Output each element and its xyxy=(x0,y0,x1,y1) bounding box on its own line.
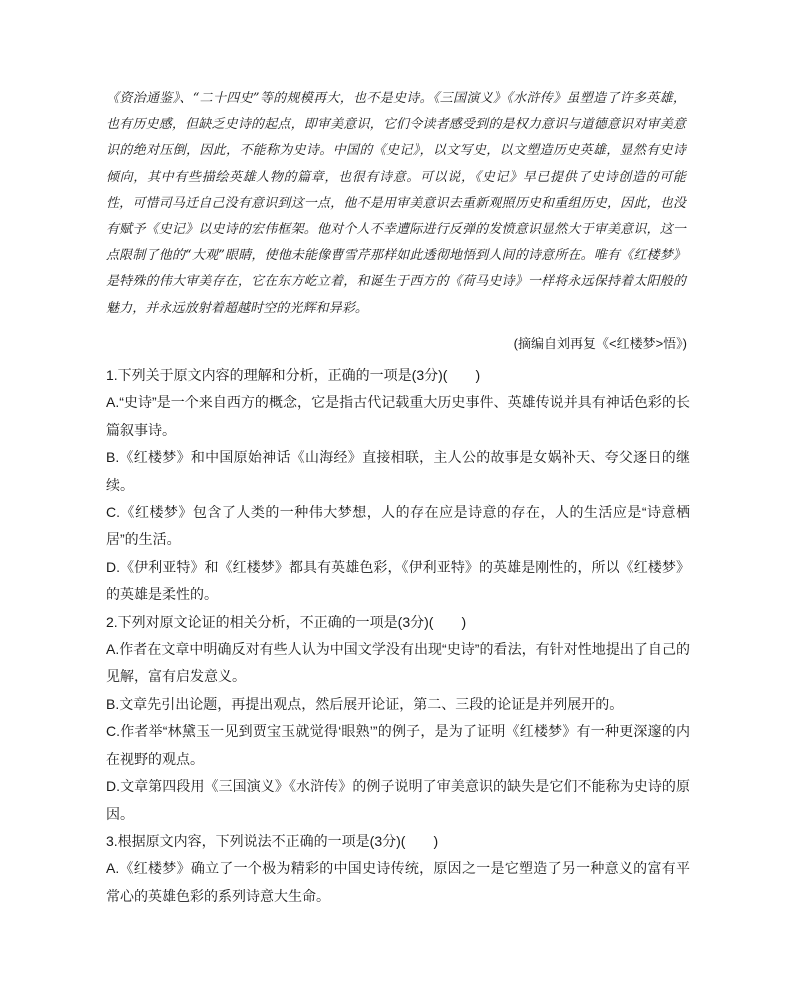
passage-paragraph: 《资治通鉴》、“二十四史”等的规模再大，也不是史诗。《三国演义》《水浒传》虽塑造了许多英雄，也有历史感，但缺乏史诗的起点，即审美意识，它们令读者感受到的是权力意识与道德意识对审美意识的绝对压倒，因此，不能称为史诗。中国的《史记》，以文写史，以文塑造历史英雄，显然有史诗倾向，其中有些描绘英雄人物的篇章，也很有诗意。可以说，《史记》早已提供了史诗创造的可能性，可惜司马迁自己没有意识到这一点，他不是用审美意识去重新观照历史和重组历史，因此，也没有赋予《史记》以史诗的宏伟框架。他对个人不幸遭际进行反弹的发愤意识显然大于审美意识，这一点限制了他的“大观”眼睛，使他未能像曹雪芹那样如此透彻地悟到人间的诗意所在。唯有《红楼梦》是特殊的伟大审美存在，它在东方屹立着，和诞生于西方的《荷马史诗》一样将永远保持着太阳般的魅力，并永远放射着超越时空的光辉和异彩。 xyxy=(106,91,686,316)
question-2 xyxy=(106,609,690,828)
option-d: D.文章第四段用《三国演义》《水浒传》的例子说明了审美意识的缺失是它们不能称为史诗的原因。 xyxy=(106,778,690,822)
question-list xyxy=(106,362,690,910)
option-a: A.作者在文章中明确反对有些人认为中国文学没有出现“史诗”的看法，有针对性地提出了自己的见解，富有启发意义。 xyxy=(106,641,690,685)
question-1 xyxy=(106,362,690,609)
passage-source: (摘编自刘再复《<红楼梦>悟》) xyxy=(513,336,687,351)
option-c: C.《红楼梦》包含了人类的一种伟大梦想，人的存在应是诗意的存在，人的生活应是“诗意栖居”的生活。 xyxy=(106,504,690,548)
question-stem: 2.下列对原文论证的相关分析，不正确的一项是(3分)( ) xyxy=(106,613,467,630)
option-b: B.文章先引出论题，再提出观点，然后展开论证，第二、三段的论证是并列展开的。 xyxy=(106,695,624,712)
question-stem: 3.根据原文内容，下列说法不正确的一项是(3分)( ) xyxy=(106,832,439,849)
reading-passage xyxy=(106,86,686,322)
question-stem: 1.下列关于原文内容的理解和分析，正确的一项是(3分)( ) xyxy=(106,367,481,383)
option-b: B.《红楼梦》和中国原始神话《山海经》直接相联，主人公的故事是女娲补天、夸父逐日的继续。 xyxy=(106,449,690,493)
question-3 xyxy=(106,828,690,910)
option-a: A.“史诗”是一个来自西方的概念，它是指古代记载重大历史事件、英雄传说并具有神话色彩的长篇叙事诗。 xyxy=(106,394,690,438)
option-d: D.《伊利亚特》和《红楼梦》都具有英雄色彩，《伊利亚特》的英雄是刚性的，所以《红楼梦》的英雄是柔性的。 xyxy=(106,558,690,603)
option-a: A.《红楼梦》确立了一个极为精彩的中国史诗传统，原因之一是它塑造了另一种意义的富有平常心的英雄色彩的系列诗意大生命。 xyxy=(106,860,690,904)
option-c: C.作者举“林黛玉一见到贾宝玉就觉得‘眼熟’”的例子，是为了证明《红楼梦》有一种更深邃的内在视野的观点。 xyxy=(106,723,690,767)
